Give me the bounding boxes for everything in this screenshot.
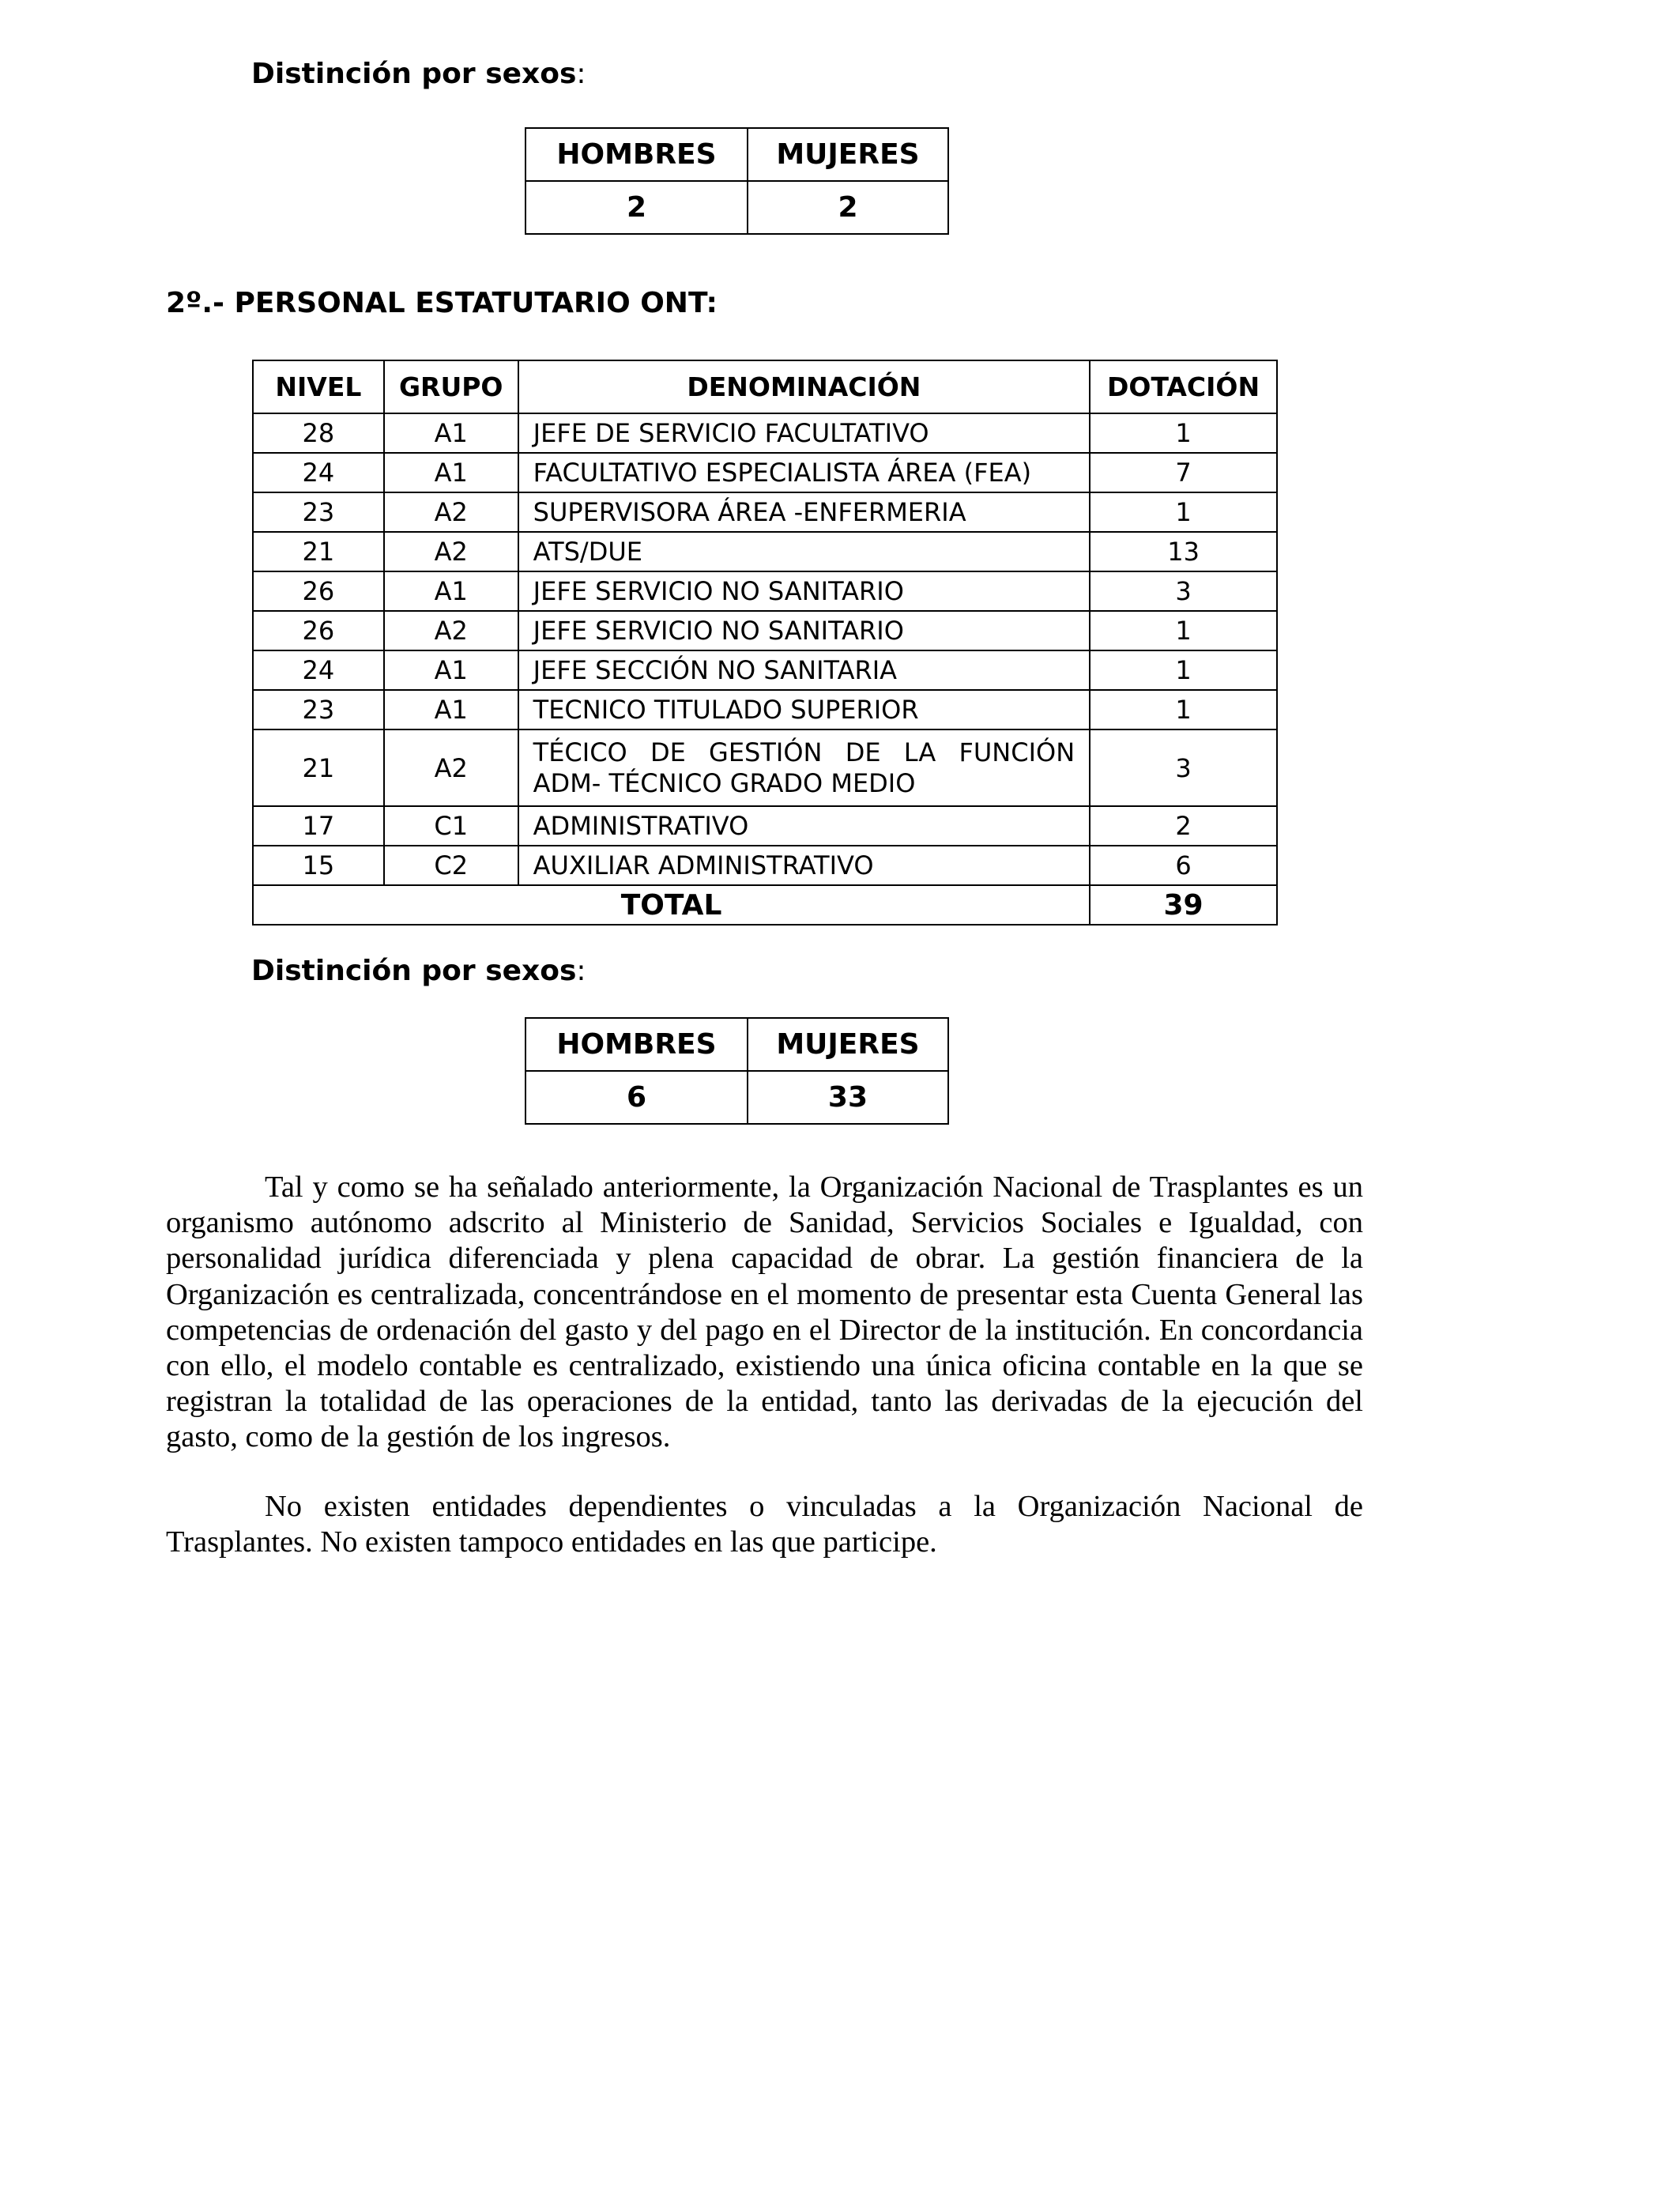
cell-grupo: C2 bbox=[384, 846, 518, 885]
value-mujeres: 2 bbox=[748, 181, 948, 234]
table-row bbox=[525, 1071, 948, 1124]
cell-nivel: 15 bbox=[253, 846, 384, 885]
paragraph-entities bbox=[166, 1489, 1363, 1560]
table-row bbox=[253, 846, 1277, 885]
sex-distribution-heading-2: Distinción por sexos: bbox=[251, 955, 586, 987]
sex-distribution-table-1 bbox=[525, 127, 949, 235]
cell-grupo: A1 bbox=[384, 571, 518, 611]
cell-nivel: 28 bbox=[253, 413, 384, 453]
cell-dotacion: 3 bbox=[1090, 571, 1277, 611]
cell-grupo: C1 bbox=[384, 806, 518, 846]
value-mujeres: 33 bbox=[748, 1071, 948, 1124]
table-row bbox=[253, 729, 1277, 806]
table-row bbox=[253, 690, 1277, 729]
cell-nivel: 24 bbox=[253, 650, 384, 690]
cell-denominacion: FACULTATIVO ESPECIALISTA ÁREA (FEA) bbox=[518, 453, 1090, 492]
cell-denominacion: JEFE DE SERVICIO FACULTATIVO bbox=[518, 413, 1090, 453]
table-row bbox=[525, 181, 948, 234]
header-hombres: HOMBRES bbox=[525, 1018, 748, 1071]
table-row bbox=[253, 806, 1277, 846]
table-header-row bbox=[525, 1018, 948, 1071]
cell-dotacion: 1 bbox=[1090, 611, 1277, 650]
cell-nivel: 21 bbox=[253, 729, 384, 806]
cell-nivel: 17 bbox=[253, 806, 384, 846]
cell-grupo: A2 bbox=[384, 729, 518, 806]
cell-denominacion: JEFE SERVICIO NO SANITARIO bbox=[518, 571, 1090, 611]
value-hombres: 2 bbox=[525, 181, 748, 234]
paragraph-organization bbox=[166, 1170, 1363, 1456]
paragraph-text: No existen entidades dependientes o vinculadas a la Organización Nacional de Trasplantes. No existen tampoco entidades en las que participe. bbox=[166, 1490, 1363, 1559]
header-mujeres: MUJERES bbox=[748, 128, 948, 181]
cell-denominacion: ATS/DUE bbox=[518, 532, 1090, 571]
table-row bbox=[253, 611, 1277, 650]
table-row bbox=[253, 413, 1277, 453]
staff-table bbox=[252, 360, 1278, 925]
cell-nivel: 26 bbox=[253, 611, 384, 650]
paragraph-text: Tal y como se ha señalado anteriormente, la Organización Nacional de Trasplantes es un organismo autónomo adscrito al Ministerio de Sanidad, Servicios Sociales e Igualdad, con personalidad jurídica diferenciada y plena capacidad de obrar. La gestión financiera de la Organización es centralizada, concentrándose en el momento de presentar esta Cuenta General las competencias de ordenación del gasto y del pago en el Director de la institución. En concordancia con ello, el modelo contable es centralizado, existiendo una única oficina contable en la que se registran la totalidad de las operaciones de la entidad, tanto las derivadas de la ejecución del gasto, como de la gestión de los ingresos. bbox=[166, 1171, 1363, 1454]
sex-distribution-table-2 bbox=[525, 1017, 949, 1125]
cell-nivel: 21 bbox=[253, 532, 384, 571]
table-row bbox=[253, 453, 1277, 492]
cell-dotacion: 13 bbox=[1090, 532, 1277, 571]
cell-denominacion: JEFE SECCIÓN NO SANITARIA bbox=[518, 650, 1090, 690]
cell-denominacion: TECNICO TITULADO SUPERIOR bbox=[518, 690, 1090, 729]
cell-grupo: A1 bbox=[384, 690, 518, 729]
header-dotacion: DOTACIÓN bbox=[1090, 360, 1277, 413]
total-label: TOTAL bbox=[253, 885, 1090, 925]
cell-dotacion: 1 bbox=[1090, 492, 1277, 532]
cell-denominacion: AUXILIAR ADMINISTRATIVO bbox=[518, 846, 1090, 885]
cell-nivel: 23 bbox=[253, 690, 384, 729]
cell-grupo: A1 bbox=[384, 413, 518, 453]
cell-dotacion: 1 bbox=[1090, 650, 1277, 690]
cell-denominacion: JEFE SERVICIO NO SANITARIO bbox=[518, 611, 1090, 650]
table-row bbox=[253, 492, 1277, 532]
cell-nivel: 24 bbox=[253, 453, 384, 492]
cell-denominacion: TÉCICO DE GESTIÓN DE LA FUNCIÓN ADM- TÉCNICO GRADO MEDIO bbox=[518, 729, 1090, 806]
table-row bbox=[253, 571, 1277, 611]
cell-nivel: 23 bbox=[253, 492, 384, 532]
cell-dotacion: 1 bbox=[1090, 690, 1277, 729]
table-row bbox=[253, 650, 1277, 690]
cell-dotacion: 7 bbox=[1090, 453, 1277, 492]
total-row bbox=[253, 885, 1277, 925]
cell-dotacion: 3 bbox=[1090, 729, 1277, 806]
cell-grupo: A2 bbox=[384, 492, 518, 532]
cell-grupo: A1 bbox=[384, 453, 518, 492]
cell-nivel: 26 bbox=[253, 571, 384, 611]
table-row bbox=[253, 532, 1277, 571]
cell-dotacion: 2 bbox=[1090, 806, 1277, 846]
sex-distribution-heading-1: Distinción por sexos: bbox=[251, 58, 586, 90]
header-grupo: GRUPO bbox=[384, 360, 518, 413]
header-hombres: HOMBRES bbox=[525, 128, 748, 181]
header-denominacion: DENOMINACIÓN bbox=[518, 360, 1090, 413]
cell-grupo: A2 bbox=[384, 532, 518, 571]
cell-dotacion: 1 bbox=[1090, 413, 1277, 453]
cell-dotacion: 6 bbox=[1090, 846, 1277, 885]
total-value: 39 bbox=[1090, 885, 1277, 925]
cell-grupo: A1 bbox=[384, 650, 518, 690]
cell-denominacion: ADMINISTRATIVO bbox=[518, 806, 1090, 846]
cell-denominacion: SUPERVISORA ÁREA -ENFERMERIA bbox=[518, 492, 1090, 532]
table-header-row bbox=[253, 360, 1277, 413]
table-header-row bbox=[525, 128, 948, 181]
header-nivel: NIVEL bbox=[253, 360, 384, 413]
header-mujeres: MUJERES bbox=[748, 1018, 948, 1071]
cell-grupo: A2 bbox=[384, 611, 518, 650]
value-hombres: 6 bbox=[525, 1071, 748, 1124]
section-title: 2º.- PERSONAL ESTATUTARIO ONT: bbox=[166, 287, 718, 319]
